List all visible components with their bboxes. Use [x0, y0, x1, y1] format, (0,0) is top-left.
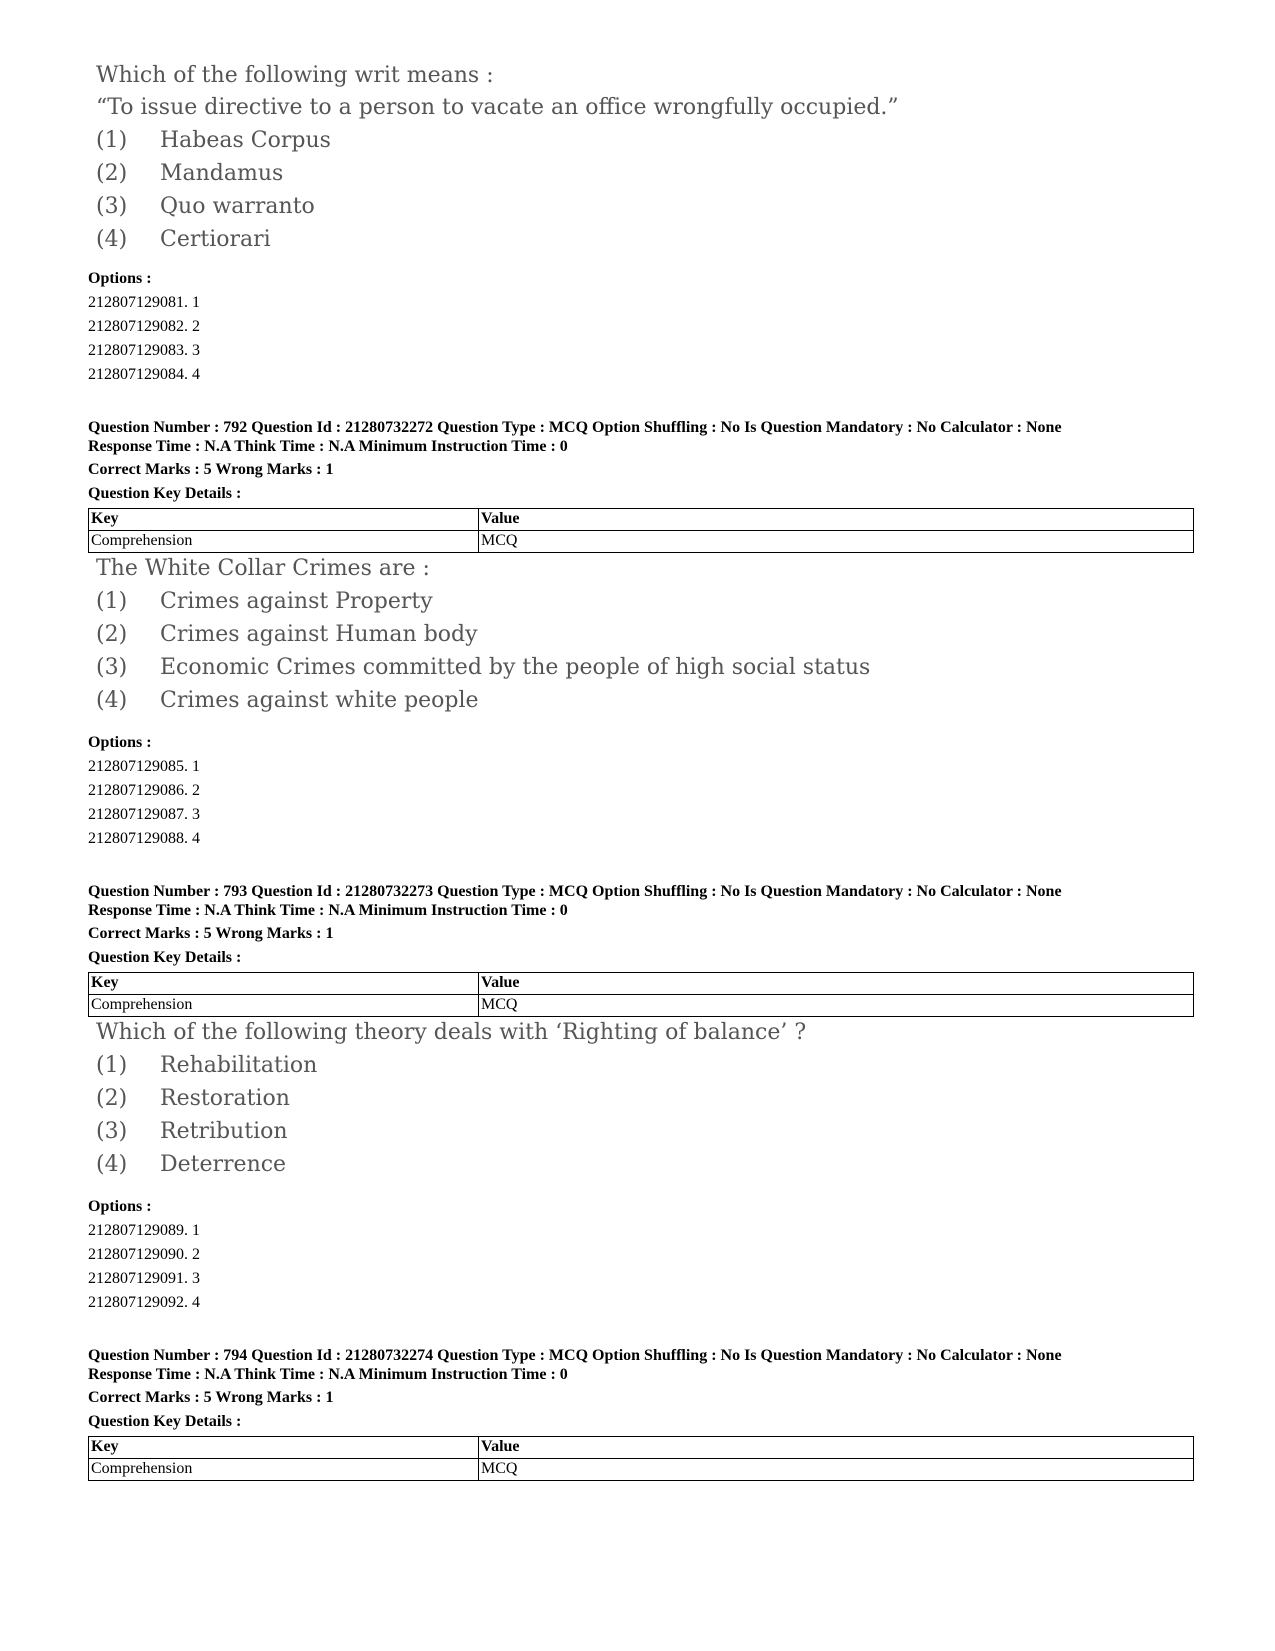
key-details-label: Question Key Details :	[88, 485, 242, 502]
question-794-meta	[88, 1346, 1062, 1434]
option-item: 212807129081. 1	[88, 294, 200, 311]
question-793-meta	[88, 882, 1062, 970]
choice: (1) Rehabilitation	[96, 1053, 318, 1078]
options-block	[88, 1195, 200, 1315]
choice: (4) Crimes against white people	[96, 688, 479, 713]
question-meta: Response Time : N.A Think Time : N.A Minimum Instruction Time : 0	[88, 902, 568, 919]
table-header-row	[89, 1437, 1194, 1459]
table-header-key: Key	[89, 509, 479, 531]
table-cell-key: Comprehension	[89, 1459, 479, 1481]
option-item: 212807129091. 3	[88, 1270, 200, 1287]
question-stem: “To issue directive to a person to vacate an office wrongfully occupied.”	[96, 95, 899, 120]
choice: (2) Crimes against Human body	[96, 622, 478, 647]
key-details-table	[88, 1436, 1194, 1481]
key-details-label: Question Key Details :	[88, 949, 242, 966]
key-details-table	[88, 508, 1194, 553]
choice: (1) Crimes against Property	[96, 589, 433, 614]
question-meta: Question Number : 793 Question Id : 21280732273 Question Type : MCQ Option Shuffling : No Is Question Mandatory : No Calculator : None	[88, 883, 1062, 900]
option-item: 212807129086. 2	[88, 782, 200, 799]
option-item: 212807129084. 4	[88, 366, 200, 383]
table-header-key: Key	[89, 973, 479, 995]
question-792-meta	[88, 418, 1062, 506]
option-item: 212807129090. 2	[88, 1246, 200, 1263]
options-label: Options :	[88, 1198, 152, 1215]
table-header-row	[89, 973, 1194, 995]
table-cell-value: MCQ	[479, 1459, 1194, 1481]
table-cell-key: Comprehension	[89, 995, 479, 1017]
question-stem: Which of the following writ means :	[96, 63, 494, 88]
choice: (3) Quo warranto	[96, 194, 315, 219]
key-details-label: Question Key Details :	[88, 1413, 242, 1430]
choice: (2) Mandamus	[96, 161, 284, 186]
option-item: 212807129083. 3	[88, 342, 200, 359]
option-item: 212807129085. 1	[88, 758, 200, 775]
marks-line: Correct Marks : 5 Wrong Marks : 1	[88, 1389, 334, 1406]
table-row	[89, 531, 1194, 553]
choice: (4) Deterrence	[96, 1152, 287, 1177]
question-793-image	[96, 1017, 806, 1181]
table-header-value: Value	[479, 973, 1194, 995]
question-meta: Question Number : 794 Question Id : 21280732274 Question Type : MCQ Option Shuffling : No Is Question Mandatory : No Calculator : None	[88, 1347, 1062, 1364]
choice: (3) Economic Crimes committed by the people of high social status	[96, 655, 871, 680]
question-meta: Response Time : N.A Think Time : N.A Minimum Instruction Time : 0	[88, 1366, 568, 1383]
question-791-image	[96, 60, 899, 256]
choice: (1) Habeas Corpus	[96, 128, 331, 153]
table-header-key: Key	[89, 1437, 479, 1459]
options-label: Options :	[88, 270, 152, 287]
key-details-table	[88, 972, 1194, 1017]
option-item: 212807129092. 4	[88, 1294, 200, 1311]
option-item: 212807129089. 1	[88, 1222, 200, 1239]
table-cell-value: MCQ	[479, 995, 1194, 1017]
table-header-value: Value	[479, 1437, 1194, 1459]
question-meta: Response Time : N.A Think Time : N.A Minimum Instruction Time : 0	[88, 438, 568, 455]
choice: (4) Certiorari	[96, 227, 271, 252]
question-stem: The White Collar Crimes are :	[96, 556, 430, 581]
question-stem: Which of the following theory deals with ‘Righting of balance’ ?	[96, 1020, 807, 1045]
choice: (3) Retribution	[96, 1119, 288, 1144]
option-item: 212807129082. 2	[88, 318, 200, 335]
marks-line: Correct Marks : 5 Wrong Marks : 1	[88, 925, 334, 942]
option-item: 212807129088. 4	[88, 830, 200, 847]
table-cell-value: MCQ	[479, 531, 1194, 553]
question-meta: Question Number : 792 Question Id : 21280732272 Question Type : MCQ Option Shuffling : No Is Question Mandatory : No Calculator : None	[88, 419, 1062, 436]
marks-line: Correct Marks : 5 Wrong Marks : 1	[88, 461, 334, 478]
options-block	[88, 731, 200, 851]
table-cell-key: Comprehension	[89, 531, 479, 553]
table-row	[89, 995, 1194, 1017]
options-block	[88, 267, 200, 387]
table-header-value: Value	[479, 509, 1194, 531]
choice: (2) Restoration	[96, 1086, 290, 1111]
table-row	[89, 1459, 1194, 1481]
table-header-row	[89, 509, 1194, 531]
question-792-image	[96, 553, 870, 717]
option-item: 212807129087. 3	[88, 806, 200, 823]
options-label: Options :	[88, 734, 152, 751]
